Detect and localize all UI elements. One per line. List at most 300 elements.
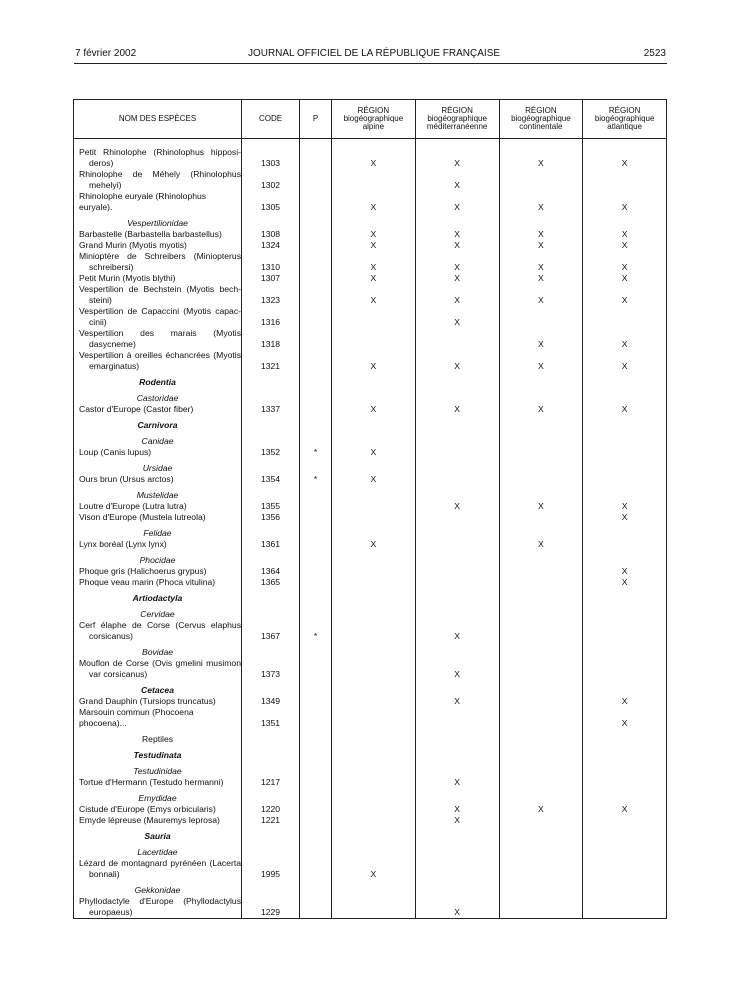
atlantic-mark xyxy=(583,169,667,191)
group-heading-row xyxy=(74,642,667,658)
species-name-line: Vespertilion de Capaccini (Myotis capac- xyxy=(79,306,241,316)
species-name-line: mehelyi) xyxy=(89,180,122,190)
atlantic-mark: X xyxy=(583,284,667,306)
table-row xyxy=(74,191,667,213)
empty-cell xyxy=(300,458,332,474)
empty-cell xyxy=(583,604,667,620)
empty-cell xyxy=(332,604,416,620)
species-code: 1229 xyxy=(242,896,300,919)
empty-cell xyxy=(583,642,667,658)
alpine-mark xyxy=(332,566,416,577)
table-row xyxy=(74,707,667,729)
mediterranean-mark: X xyxy=(415,896,499,919)
alpine-mark xyxy=(332,896,416,919)
empty-cell xyxy=(583,523,667,539)
species-name-line: Loup (Canis lupus) xyxy=(79,447,152,457)
atlantic-mark: X xyxy=(583,501,667,512)
group-heading: Reptiles xyxy=(74,729,242,745)
empty-cell xyxy=(415,523,499,539)
alpine-mark: X xyxy=(332,229,416,240)
table-row xyxy=(74,539,667,550)
empty-cell xyxy=(583,415,667,431)
continental-mark: X xyxy=(499,804,583,815)
species-name-line: Phoque gris (Halichoerus grypus) xyxy=(79,566,207,576)
atlantic-mark xyxy=(583,539,667,550)
atlantic-mark: X xyxy=(583,240,667,251)
species-name-line: europaeus) xyxy=(89,907,133,917)
empty-cell xyxy=(242,761,300,777)
species-name xyxy=(74,577,242,588)
col-header-atlantic: RÉGION biogéographique atlantique xyxy=(583,100,667,139)
mediterranean-mark xyxy=(415,858,499,880)
continental-mark xyxy=(499,566,583,577)
alpine-mark xyxy=(332,512,416,523)
species-name xyxy=(74,229,242,240)
empty-cell xyxy=(242,550,300,566)
empty-cell xyxy=(499,139,583,148)
species-code: 1354 xyxy=(242,474,300,485)
species-table xyxy=(73,99,667,919)
empty-cell xyxy=(583,550,667,566)
empty-cell xyxy=(242,826,300,842)
atlantic-mark xyxy=(583,896,667,919)
species-name xyxy=(74,777,242,788)
species-code: 1308 xyxy=(242,229,300,240)
group-heading: Cervidae xyxy=(74,604,242,620)
continental-mark xyxy=(499,658,583,680)
atlantic-mark: X xyxy=(583,251,667,273)
table-row xyxy=(74,777,667,788)
mediterranean-mark: X xyxy=(415,229,499,240)
species-code: 1995 xyxy=(242,858,300,880)
empty-cell xyxy=(415,213,499,229)
empty-cell xyxy=(499,880,583,896)
empty-cell xyxy=(583,745,667,761)
species-name xyxy=(74,447,242,458)
group-heading-row xyxy=(74,680,667,696)
group-heading-row xyxy=(74,523,667,539)
group-heading-row xyxy=(74,761,667,777)
table-row xyxy=(74,251,667,273)
species-code: 1337 xyxy=(242,404,300,415)
group-heading: Artiodactyla xyxy=(74,588,242,604)
species-name-line: Vison d'Europe (Mustela lutreola) xyxy=(79,512,206,522)
empty-cell xyxy=(300,213,332,229)
atlantic-mark xyxy=(583,658,667,680)
priority-mark xyxy=(300,858,332,880)
atlantic-mark: X xyxy=(583,350,667,372)
group-heading-row xyxy=(74,388,667,404)
table-row xyxy=(74,306,667,328)
empty-cell xyxy=(332,826,416,842)
species-name-line: Phoque veau marin (Phoca vitulina) xyxy=(79,577,216,587)
group-heading-row xyxy=(74,415,667,431)
priority-mark xyxy=(300,896,332,919)
alpine-mark: X xyxy=(332,474,416,485)
species-name-line: bonnali) xyxy=(89,869,120,879)
empty-cell xyxy=(300,588,332,604)
empty-cell xyxy=(415,458,499,474)
group-heading: Ursidae xyxy=(74,458,242,474)
empty-cell xyxy=(499,415,583,431)
empty-cell xyxy=(499,729,583,745)
continental-mark xyxy=(499,815,583,826)
species-name-line: Petit Rhinolophe (Rhinolophus hipposi- xyxy=(79,147,241,157)
table-row xyxy=(74,620,667,642)
species-code: 1352 xyxy=(242,447,300,458)
species-code: 1365 xyxy=(242,577,300,588)
priority-mark xyxy=(300,240,332,251)
mediterranean-mark: X xyxy=(415,777,499,788)
empty-cell xyxy=(332,642,416,658)
group-heading: Phocidae xyxy=(74,550,242,566)
empty-cell xyxy=(583,788,667,804)
group-heading-row xyxy=(74,485,667,501)
alpine-mark: X xyxy=(332,273,416,284)
col-header-p: P xyxy=(300,100,332,139)
group-heading-row xyxy=(74,745,667,761)
species-name xyxy=(74,896,242,919)
header-date: 7 février 2002 xyxy=(75,48,137,59)
species-code: 1349 xyxy=(242,696,300,707)
species-name-line: Vespertilion à oreilles échancrées (Myotis xyxy=(79,350,241,360)
empty-cell xyxy=(332,213,416,229)
empty-cell xyxy=(415,372,499,388)
table-row xyxy=(74,896,667,919)
empty-cell xyxy=(332,139,416,148)
atlantic-mark: X xyxy=(583,566,667,577)
empty-cell xyxy=(242,729,300,745)
group-heading-row xyxy=(74,826,667,842)
species-name-line: Minioptère de Schreibers (Miniopterus xyxy=(79,251,241,261)
empty-cell xyxy=(332,458,416,474)
empty-cell xyxy=(242,842,300,858)
atlantic-mark: X xyxy=(583,191,667,213)
species-name-line: Lézard de montagnard pyrénéen (Lacerta xyxy=(79,858,241,868)
table-row xyxy=(74,577,667,588)
species-name xyxy=(74,284,242,306)
atlantic-mark xyxy=(583,815,667,826)
species-name-line: steini) xyxy=(89,295,112,305)
priority-mark xyxy=(300,577,332,588)
species-name xyxy=(74,620,242,642)
empty-cell xyxy=(499,213,583,229)
empty-cell xyxy=(242,415,300,431)
empty-cell xyxy=(415,826,499,842)
mediterranean-mark: X xyxy=(415,815,499,826)
mediterranean-mark: X xyxy=(415,804,499,815)
empty-cell xyxy=(300,729,332,745)
group-heading: Testudinata xyxy=(74,745,242,761)
species-code: 1307 xyxy=(242,273,300,284)
mediterranean-mark xyxy=(415,566,499,577)
continental-mark xyxy=(499,474,583,485)
journal-title: JOURNAL OFFICIEL DE LA RÉPUBLIQUE FRANÇAISE xyxy=(247,48,501,59)
group-heading: Sauria xyxy=(74,826,242,842)
empty-cell xyxy=(242,642,300,658)
header-rule xyxy=(74,63,667,64)
continental-mark xyxy=(499,777,583,788)
empty-cell xyxy=(332,588,416,604)
alpine-mark: X xyxy=(332,404,416,415)
group-heading-row xyxy=(74,213,667,229)
group-heading: Bovidae xyxy=(74,642,242,658)
empty-cell xyxy=(499,761,583,777)
alpine-mark xyxy=(332,658,416,680)
alpine-mark xyxy=(332,815,416,826)
alpine-mark xyxy=(332,306,416,328)
empty-cell xyxy=(499,842,583,858)
empty-cell xyxy=(499,604,583,620)
mediterranean-mark: X xyxy=(415,240,499,251)
alpine-mark: X xyxy=(332,539,416,550)
species-name xyxy=(74,815,242,826)
empty-cell xyxy=(415,680,499,696)
species-name-line: Tortue d'Hermann (Testudo hermanni) xyxy=(79,777,224,787)
mediterranean-mark: X xyxy=(415,696,499,707)
empty-cell xyxy=(242,523,300,539)
empty-cell xyxy=(300,880,332,896)
atlantic-mark: X xyxy=(583,707,667,729)
species-name-line: Vespertilion des marais (Myotis xyxy=(79,328,241,338)
species-name xyxy=(74,858,242,880)
alpine-mark: X xyxy=(332,447,416,458)
table-row xyxy=(74,284,667,306)
continental-mark xyxy=(499,707,583,729)
empty-cell xyxy=(300,745,332,761)
species-name xyxy=(74,240,242,251)
species-code: 1302 xyxy=(242,169,300,191)
alpine-mark xyxy=(332,620,416,642)
group-heading-row xyxy=(74,431,667,447)
species-name-line: Phyllodactyle d'Europe (Phyllodactylus xyxy=(79,896,241,906)
col-header-continental: RÉGION biogéographique continentale xyxy=(499,100,583,139)
species-code: 1351 xyxy=(242,707,300,729)
priority-mark xyxy=(300,147,332,169)
empty-cell xyxy=(415,139,499,148)
priority-mark xyxy=(300,815,332,826)
empty-cell xyxy=(242,458,300,474)
empty-cell xyxy=(332,431,416,447)
species-name xyxy=(74,191,242,213)
empty-cell xyxy=(332,680,416,696)
mediterranean-mark xyxy=(415,512,499,523)
mediterranean-mark: X xyxy=(415,404,499,415)
empty-cell xyxy=(242,745,300,761)
empty-cell xyxy=(415,431,499,447)
species-name-line: Emyde lépreuse (Mauremys leprosa) xyxy=(79,815,220,825)
table-row xyxy=(74,328,667,350)
priority-mark xyxy=(300,404,332,415)
species-name xyxy=(74,273,242,284)
atlantic-mark: X xyxy=(583,273,667,284)
species-name-line: var corsicanus) xyxy=(89,669,148,679)
alpine-mark: X xyxy=(332,858,416,880)
table-row xyxy=(74,240,667,251)
species-name xyxy=(74,539,242,550)
species-name-line: Cistude d'Europe (Emys orbicularis) xyxy=(79,804,216,814)
empty-cell xyxy=(583,431,667,447)
empty-cell xyxy=(300,788,332,804)
species-code: 1356 xyxy=(242,512,300,523)
table-row xyxy=(74,229,667,240)
table-row xyxy=(74,858,667,880)
continental-mark xyxy=(499,896,583,919)
priority-mark xyxy=(300,284,332,306)
empty-cell xyxy=(332,842,416,858)
alpine-mark: X xyxy=(332,251,416,273)
empty-cell xyxy=(499,550,583,566)
species-table-body xyxy=(74,139,667,919)
empty-cell xyxy=(499,680,583,696)
empty-cell xyxy=(583,761,667,777)
empty-cell xyxy=(583,826,667,842)
empty-cell xyxy=(300,139,332,148)
empty-cell xyxy=(583,372,667,388)
continental-mark xyxy=(499,306,583,328)
empty-cell xyxy=(300,388,332,404)
atlantic-mark: X xyxy=(583,577,667,588)
continental-mark: X xyxy=(499,350,583,372)
priority-mark: * xyxy=(300,620,332,642)
empty-cell xyxy=(242,431,300,447)
empty-cell xyxy=(415,761,499,777)
table-row xyxy=(74,147,667,169)
empty-cell xyxy=(583,588,667,604)
mediterranean-mark: X xyxy=(415,306,499,328)
empty-cell xyxy=(415,588,499,604)
species-name xyxy=(74,169,242,191)
empty-cell xyxy=(415,388,499,404)
empty-cell xyxy=(242,139,300,148)
species-name-line: Vespertilion de Bechstein (Myotis bech- xyxy=(79,284,241,294)
species-name xyxy=(74,696,242,707)
table-row xyxy=(74,350,667,372)
empty-cell xyxy=(242,213,300,229)
table-row xyxy=(74,474,667,485)
species-code: 1217 xyxy=(242,777,300,788)
atlantic-mark xyxy=(583,474,667,485)
empty-cell xyxy=(583,213,667,229)
empty-cell xyxy=(242,604,300,620)
continental-mark: X xyxy=(499,251,583,273)
empty-cell xyxy=(332,415,416,431)
empty-cell xyxy=(332,523,416,539)
species-name xyxy=(74,404,242,415)
priority-mark xyxy=(300,566,332,577)
priority-mark xyxy=(300,251,332,273)
atlantic-mark: X xyxy=(583,229,667,240)
empty-cell xyxy=(499,745,583,761)
empty-cell xyxy=(415,550,499,566)
empty-cell xyxy=(332,761,416,777)
empty-cell xyxy=(300,415,332,431)
continental-mark xyxy=(499,577,583,588)
table-row xyxy=(74,169,667,191)
empty-cell xyxy=(415,788,499,804)
species-name-line: Grand Dauphin (Tursiops truncatus) xyxy=(79,696,216,706)
group-heading-row xyxy=(74,842,667,858)
species-name-line: Lynx boréal (Lynx lynx) xyxy=(79,539,167,549)
mediterranean-mark: X xyxy=(415,350,499,372)
table-row xyxy=(74,404,667,415)
mediterranean-mark xyxy=(415,474,499,485)
empty-cell xyxy=(332,880,416,896)
mediterranean-mark: X xyxy=(415,147,499,169)
continental-mark: X xyxy=(499,328,583,350)
continental-mark xyxy=(499,169,583,191)
mediterranean-mark: X xyxy=(415,284,499,306)
group-heading: Cetacea xyxy=(74,680,242,696)
species-name xyxy=(74,306,242,328)
empty-cell xyxy=(300,550,332,566)
species-code: 1323 xyxy=(242,284,300,306)
alpine-mark xyxy=(332,501,416,512)
atlantic-mark xyxy=(583,447,667,458)
alpine-mark xyxy=(332,577,416,588)
empty-cell xyxy=(242,680,300,696)
atlantic-mark: X xyxy=(583,147,667,169)
page-number: 2523 xyxy=(643,48,666,59)
empty-cell xyxy=(300,842,332,858)
table-row xyxy=(74,815,667,826)
table-row xyxy=(74,566,667,577)
species-name xyxy=(74,804,242,815)
continental-mark xyxy=(499,447,583,458)
species-name-line: Rhinolophe de Méhely (Rhinolophus xyxy=(79,169,241,179)
empty-cell xyxy=(300,372,332,388)
mediterranean-mark: X xyxy=(415,251,499,273)
empty-cell xyxy=(332,372,416,388)
empty-cell xyxy=(300,642,332,658)
empty-cell xyxy=(499,485,583,501)
empty-cell xyxy=(499,642,583,658)
empty-cell xyxy=(242,388,300,404)
mediterranean-mark: X xyxy=(415,658,499,680)
col-header-code: CODE xyxy=(242,100,300,139)
group-heading: Lacertidae xyxy=(74,842,242,858)
species-code: 1364 xyxy=(242,566,300,577)
empty-cell xyxy=(415,415,499,431)
empty-cell xyxy=(332,388,416,404)
group-heading: Vespertilionidae xyxy=(74,213,242,229)
empty-cell xyxy=(499,372,583,388)
group-heading: Gekkonidae xyxy=(74,880,242,896)
empty-cell xyxy=(583,458,667,474)
group-heading-row xyxy=(74,604,667,620)
empty-cell xyxy=(332,729,416,745)
priority-mark xyxy=(300,777,332,788)
spacer-row xyxy=(74,139,667,148)
col-header-mediterranean: RÉGION biogéographique méditerranéenne xyxy=(415,100,499,139)
priority-mark xyxy=(300,696,332,707)
species-name-line: corsicanus) xyxy=(89,631,133,641)
continental-mark xyxy=(499,620,583,642)
alpine-mark xyxy=(332,804,416,815)
table-row xyxy=(74,447,667,458)
empty-cell xyxy=(415,729,499,745)
species-name-line: dasycneme) xyxy=(89,339,136,349)
group-heading: Emydidae xyxy=(74,788,242,804)
group-heading: Testudinidae xyxy=(74,761,242,777)
continental-mark: X xyxy=(499,284,583,306)
species-name xyxy=(74,251,242,273)
mediterranean-mark xyxy=(415,707,499,729)
mediterranean-mark: X xyxy=(415,169,499,191)
empty-cell xyxy=(415,842,499,858)
priority-mark xyxy=(300,707,332,729)
species-code: 1355 xyxy=(242,501,300,512)
